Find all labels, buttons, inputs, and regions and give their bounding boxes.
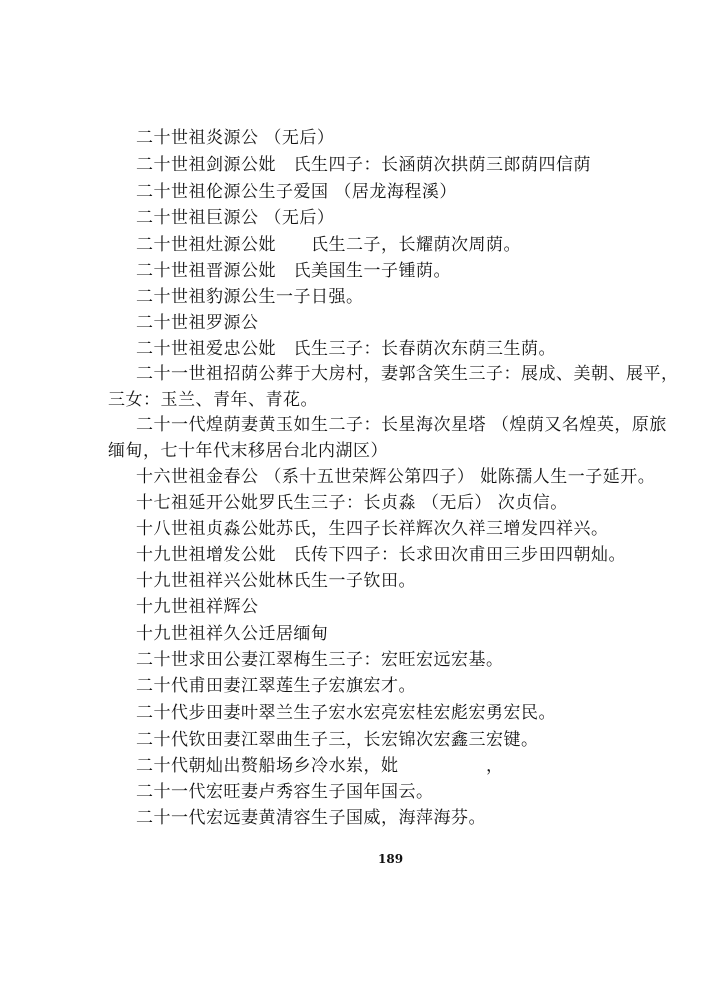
text-line: 二十世祖爱忠公妣 氏生三子：长春荫次东荫三生荫。 [136,339,556,359]
text-line: 十九世祖祥辉公 [136,597,259,617]
page-number: 189 [378,852,404,866]
text-line: 二十世祖罗源公 [136,313,259,333]
text-line: 二十代朝灿出赘船场乡冷水岽，妣 ， [136,756,504,776]
text-line: 二十世祖伦源公生子爱国 （居龙海程溪） [136,182,457,202]
text-line: 二十代钦田妻江翠曲生子三，长宏锦次宏鑫三宏键。 [136,730,539,750]
text-line: 二十一代宏旺妻卢秀容生子国年国云。 [136,782,434,802]
text-line: 十九世祖祥久公迁居缅甸 [136,624,329,644]
text-line: 二十世祖剑源公妣 氏生四子：长涵荫次拱荫三郎荫四信荫 [136,155,591,175]
text-line: 二十一代煌荫妻黄玉如生二子：长星海次星塔 （煌荫又名煌英，原旅 [136,415,667,435]
text-line: 十九世祖增发公妣 氏传下四子：长求田次甫田三步田四朝灿。 [136,545,626,565]
text-line: 十八世祖贞淼公妣苏氏，生四子长祥辉次久祥三增发四祥兴。 [136,519,609,539]
text-line: 二十一世祖招荫公葬于大房村，妻郭含笑生三子：展成、美朝、展平， [136,364,679,384]
text-line: 二十世求田公妻江翠梅生三子：宏旺宏远宏基。 [136,650,504,670]
text-line: 二十代步田妻叶翠兰生子宏水宏亮宏桂宏彪宏勇宏民。 [136,703,556,723]
text-line: 二十世祖晋源公妣 氏美国生一子锺荫。 [136,261,451,281]
text-line: 二十世祖豹源公生一子日强。 [136,287,364,307]
text-line: 十七祖延开公妣罗氏生三子：长贞淼 （无后） 次贞信。 [136,493,568,513]
text-line: 二十代甫田妻江翠莲生子宏旗宏才。 [136,676,416,696]
text-line: 二十世祖炎源公 （无后） [136,128,335,148]
text-line: 十六世祖金春公 （系十五世荣辉公第四子） 妣陈孺人生一子延开。 [136,467,656,487]
text-line: 三女：玉兰、青年、青花。 [108,390,318,410]
text-line: 十九世祖祥兴公妣林氏生一子钦田。 [136,571,416,591]
text-line: 二十世祖巨源公 （无后） [136,208,335,228]
text-line: 二十世祖灶源公妣 氏生二子，长耀荫次周荫。 [136,235,521,255]
text-line: 缅甸，七十年代末移居台北内湖区） [108,441,388,461]
text-line: 二十一代宏远妻黄清容生子国威，海萍海芬。 [136,808,486,828]
